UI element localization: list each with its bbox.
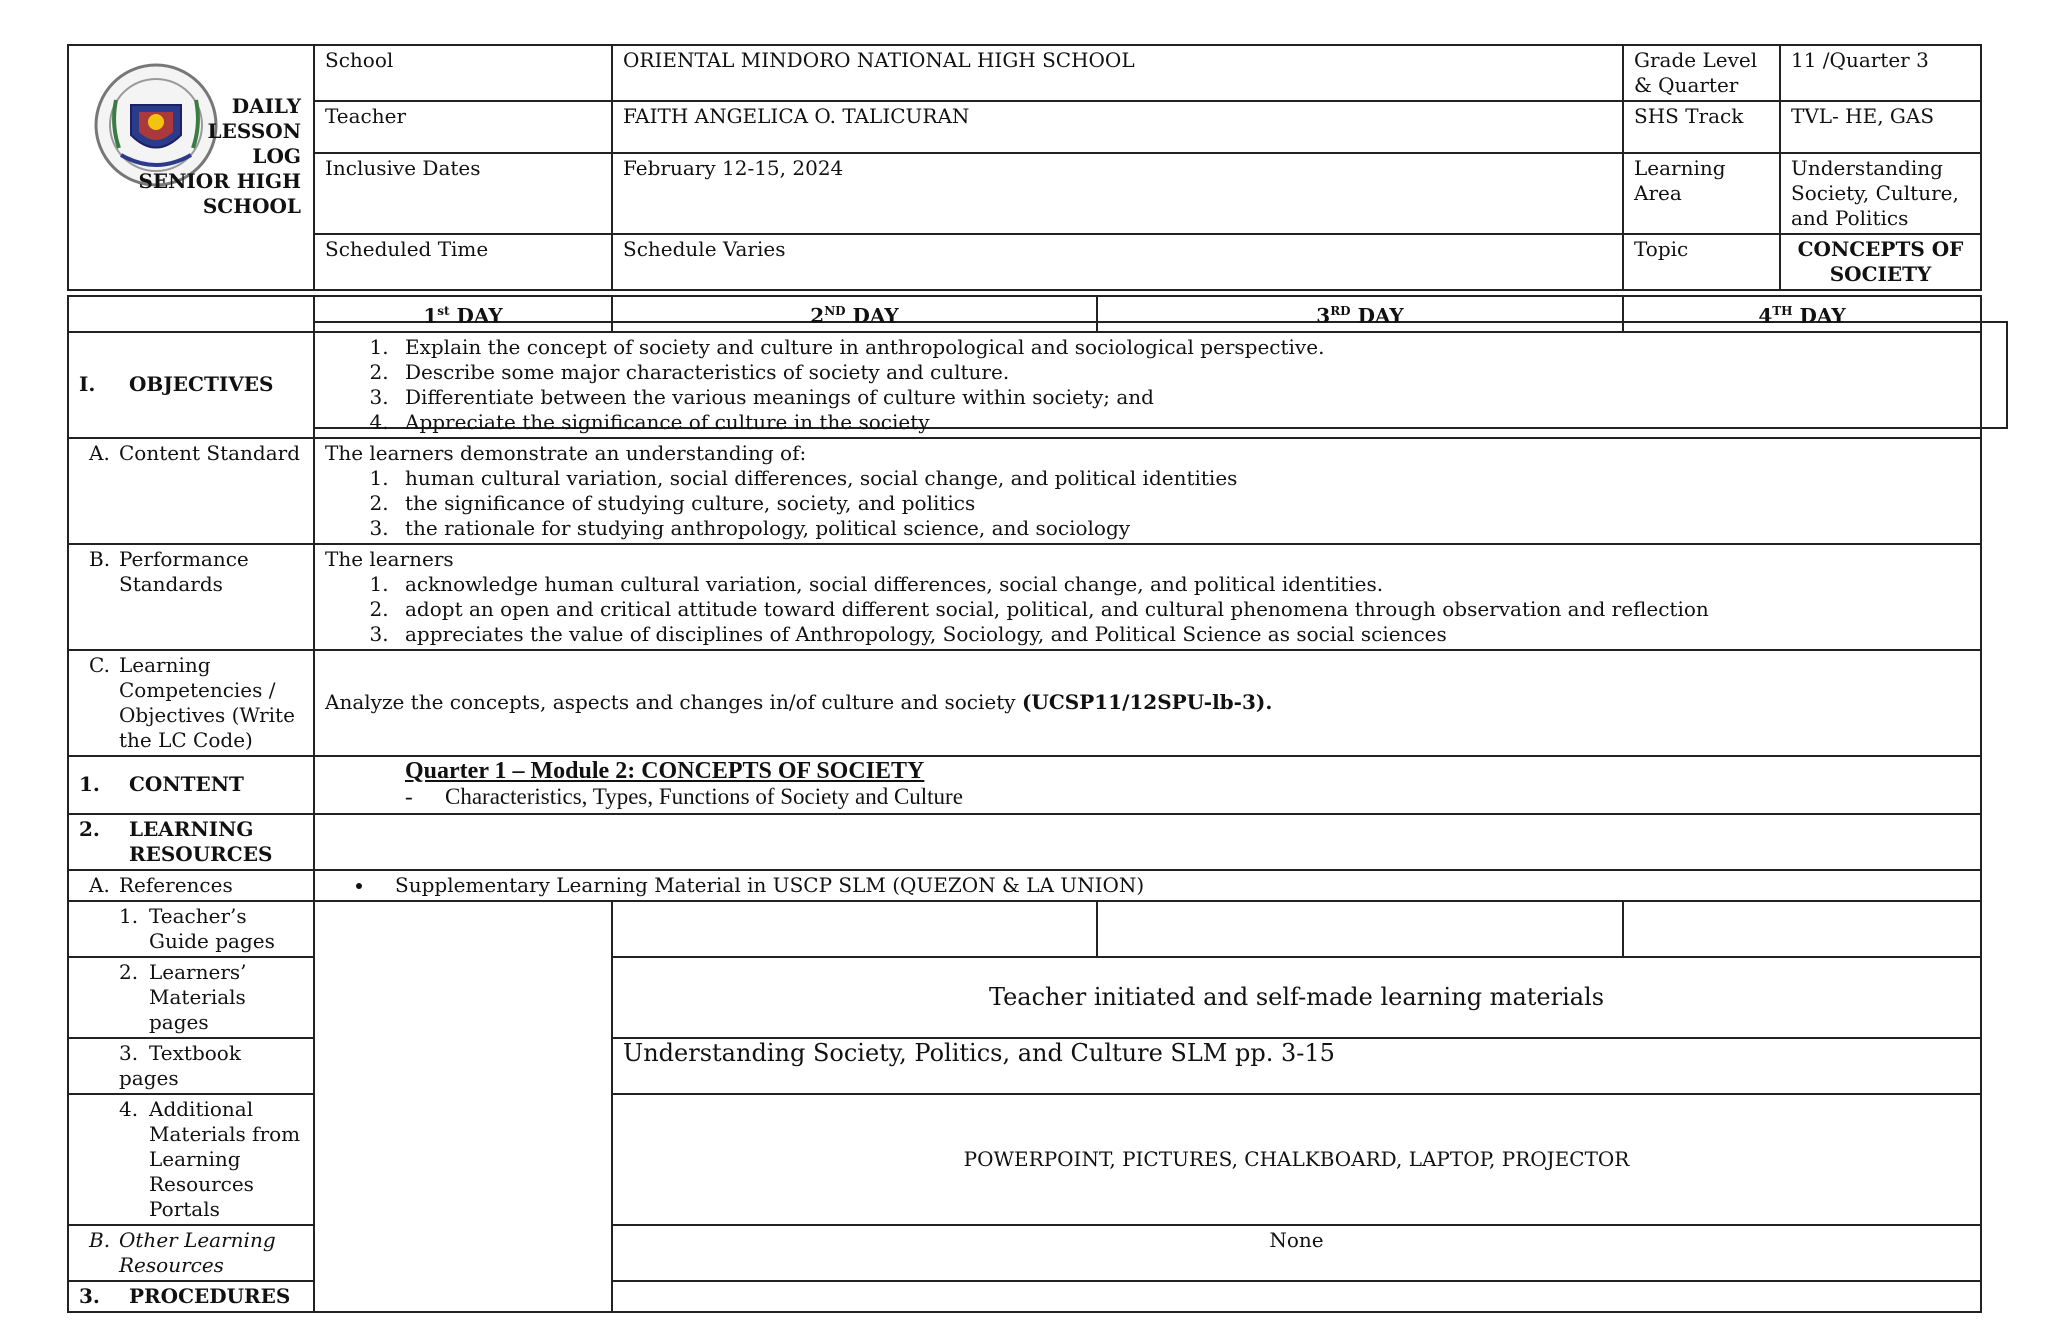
grade-label: Grade Level & Quarter (1623, 45, 1780, 101)
references-content (314, 870, 1981, 901)
school-label: School (314, 45, 612, 101)
performance-standard-item: 2. adopt an open and critical attitude toward different social, political, and cultural phenomena through observation and reflection (395, 597, 1970, 622)
topic-value: CONCEPTS OF SOCIETY (1780, 234, 1981, 290)
learning-resources-content (314, 814, 1981, 870)
objective-item: 2. Describe some major characteristics of society and culture. (395, 360, 1970, 385)
competencies-content: Analyze the concepts, aspects and changes in/of culture and society (UCSP11/12SPU-lb-3). (314, 650, 1981, 756)
objectives-label: I. OBJECTIVES (68, 332, 314, 438)
content-standard-content: The learners demonstrate an understanding of: 1. human cultural variation, social differences, social change, and political identities 2. the significance of studying culture, society, and politics 3. the rationale for studying anthropology, political science, and sociology (314, 438, 1981, 544)
track-label: SHS Track (1623, 101, 1780, 153)
references-label: A. References (68, 870, 314, 901)
performance-standards-label: B. Performance Standards (68, 544, 314, 650)
objective-item: 4. Appreciate the significance of culture in the society (395, 410, 1970, 435)
day-header-blank (68, 296, 314, 332)
textbook-pages-label: 3. Textbook pages (68, 1038, 314, 1094)
objectives-content (314, 332, 1981, 438)
dates-label: Inclusive Dates (314, 153, 612, 234)
lc-code: (UCSP11/12SPU-lb-3). (1021, 690, 1273, 715)
area-label: Learning Area (1623, 153, 1780, 234)
content-label: 1. CONTENT (68, 756, 314, 814)
learners-materials-value: Teacher initiated and self-made learning materials (612, 957, 1981, 1038)
day-3-header: 3RD DAY (1097, 296, 1623, 332)
textbook-pages-value: Understanding Society, Politics, and Culture SLM pp. 3-15 (612, 1038, 1981, 1094)
additional-materials-value: POWERPOINT, PICTURES, CHALKBOARD, LAPTOP, PROJECTOR (612, 1094, 1981, 1225)
objective-item: 1. Explain the concept of society and culture in anthropological and sociological perspective. (395, 335, 1970, 360)
time-label: Scheduled Time (314, 234, 612, 290)
content-standard-item: 1. human cultural variation, social differences, social change, and political identities (395, 466, 1970, 491)
content-standard-item: 3. the rationale for studying anthropology, political science, and sociology (395, 516, 1970, 541)
objective-item: 3. Differentiate between the various meanings of culture within society; and (395, 385, 1970, 410)
additional-materials-label: 4. Additional Materials from Learning Resources Portals (68, 1094, 314, 1225)
area-value: Understanding Society, Culture, and Politics (1780, 153, 1981, 234)
grade-value: 11 /Quarter 3 (1780, 45, 1981, 101)
other-resources-value: None (612, 1225, 1981, 1281)
performance-standards-content: The learners 1. acknowledge human cultural variation, social differences, social change, and political identities. 2. adopt an open and critical attitude toward different social, political, and cultural phenomena through observation and reflection 3. appreciates the value of disciplines of Anthropology, Sociology, and Political Science as social sciences (314, 544, 1981, 650)
resources-day1-blank (314, 901, 612, 1312)
teacher-value: FAITH ANGELICA O. TALICURAN (612, 101, 1623, 153)
module-title: Quarter 1 – Module 2: CONCEPTS OF SOCIETY (405, 757, 925, 784)
learning-resources-label: 2. LEARNING RESOURCES (68, 814, 314, 870)
time-value: Schedule Varies (612, 234, 1623, 290)
lesson-plan-table (67, 295, 1982, 1313)
teachers-guide-day2 (612, 901, 1097, 957)
learners-materials-label: 2. Learners’ Materials pages (68, 957, 314, 1038)
content-standard-label: A. Content Standard (68, 438, 314, 544)
performance-standard-item: 3. appreciates the value of disciplines of Anthropology, Sociology, and Political Science as social sciences (395, 622, 1970, 647)
procedures-label: 3. PROCEDURES (68, 1281, 314, 1312)
teachers-guide-label: 1. Teacher’s Guide pages (68, 901, 314, 957)
procedures-content (612, 1281, 1981, 1312)
day-4-header: 4TH DAY (1623, 296, 1981, 332)
reference-item: • Supplementary Learning Material in USCP SLM (QUEZON & LA UNION) (375, 873, 1970, 898)
module-subtitle: - Characteristics, Types, Functions of Society and Culture (405, 783, 963, 809)
teachers-guide-day4 (1623, 901, 1981, 957)
other-resources-label: B. Other Learning Resources (68, 1225, 314, 1281)
content-standard-item: 2. the significance of studying culture, society, and politics (395, 491, 1970, 516)
day-2-header: 2ND DAY (612, 296, 1097, 332)
competencies-label: C. Learning Competencies / Objectives (Write the LC Code) (68, 650, 314, 756)
content-content (314, 756, 1981, 814)
performance-standard-item: 1. acknowledge human cultural variation, social differences, social change, and political identities. (395, 572, 1970, 597)
teacher-label: Teacher (314, 101, 612, 153)
teachers-guide-day3 (1097, 901, 1623, 957)
track-value: TVL- HE, GAS (1780, 101, 1981, 153)
topic-label: Topic (1623, 234, 1780, 290)
school-value: ORIENTAL MINDORO NATIONAL HIGH SCHOOL (612, 45, 1623, 101)
day-1-header: 1st DAY (314, 296, 612, 332)
header-table (67, 44, 1982, 291)
dates-value: February 12-15, 2024 (612, 153, 1623, 234)
daily-lesson-log-title: DAILY LESSON LOG SENIOR HIGH SCHOOL (138, 94, 301, 218)
header-logo-cell (68, 45, 314, 290)
